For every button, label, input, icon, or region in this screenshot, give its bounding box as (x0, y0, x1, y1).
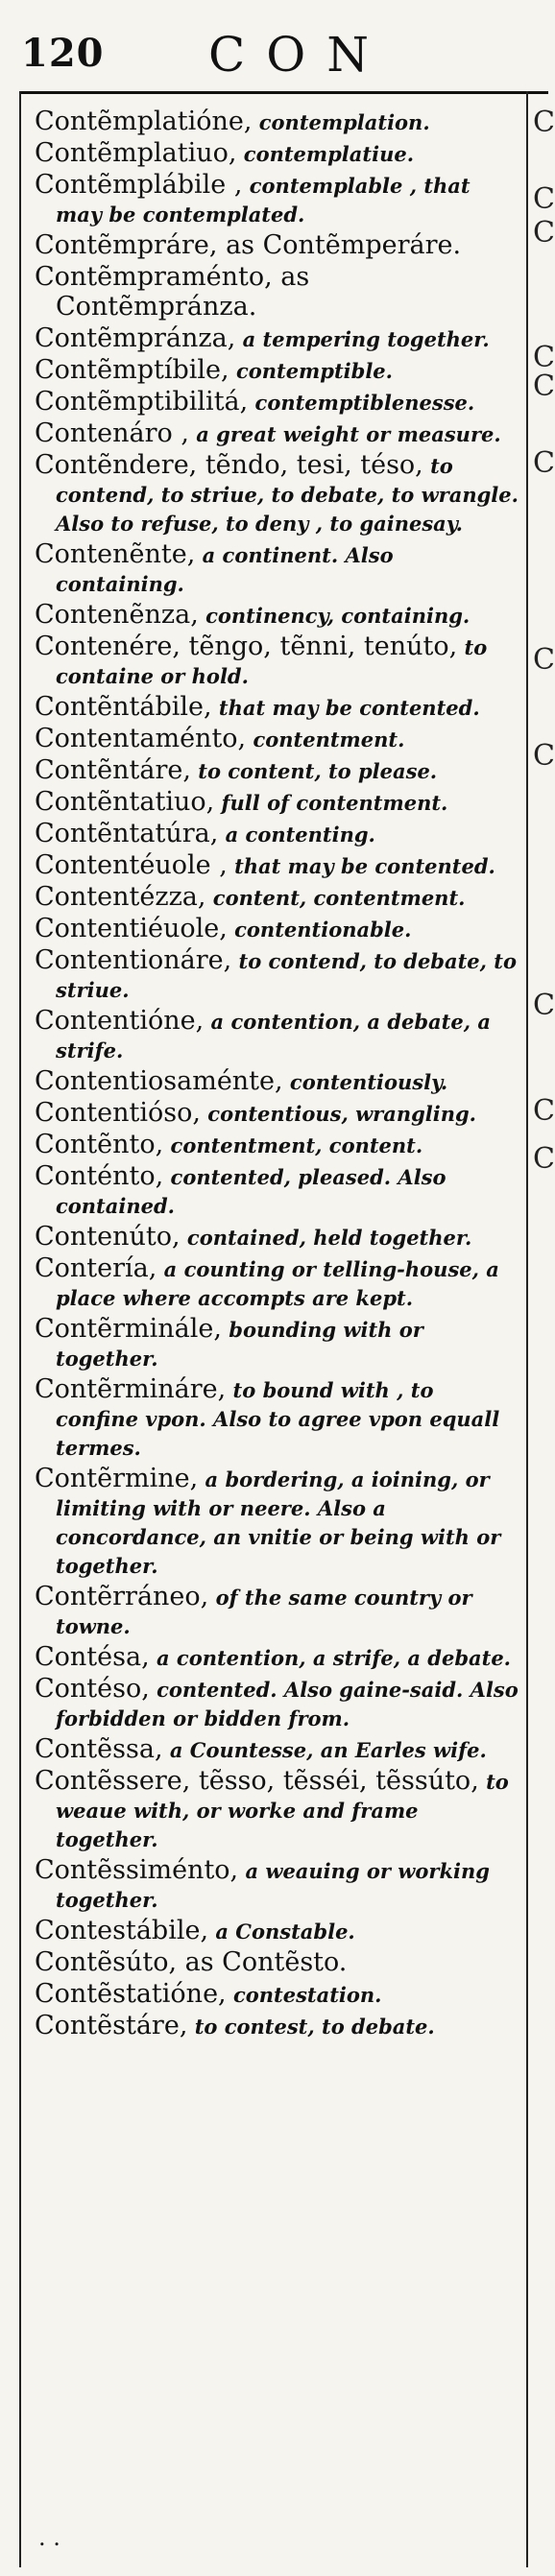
definition: of the same country or towne. (56, 1586, 472, 1638)
dictionary-entry (35, 139, 519, 169)
definition: to content, to please. (198, 759, 438, 783)
definition: contemplation. (258, 110, 430, 134)
dictionary-entry (35, 1735, 519, 1765)
page-number: 120 (21, 31, 105, 76)
definition: contemplatiue. (243, 142, 415, 166)
dictionary-entry (35, 915, 519, 944)
headword: Contéso, (35, 1674, 150, 1704)
headword: Contẽntatiuo, (35, 787, 215, 817)
left-column-rule (19, 91, 21, 2567)
headword: Contentionáre, (35, 945, 232, 975)
headword: Contentaménto, (35, 724, 247, 753)
definition: contentment, content. (170, 1133, 423, 1157)
headword: Contestábile, (35, 1916, 209, 1945)
dictionary-entry (35, 632, 519, 691)
definition: a bordering, a ioining, or limiting with or neere. Also a concordance, an vnitie or being with or together. (56, 1467, 501, 1578)
headword: Contẽmpránza, (35, 323, 236, 353)
headword: Contẽmplatióne, (35, 107, 253, 136)
header-rule (19, 91, 548, 94)
gutter-letter: C (533, 446, 555, 480)
headword: Contẽntáre, (35, 755, 191, 785)
definition: to contend, to striue, to debate, to wrangle. Also to refuse, to deny , to gainesay. (56, 454, 519, 536)
definition: that may be contented. (218, 696, 480, 720)
dictionary-entry (35, 1767, 519, 1854)
definition: to containe or hold. (56, 635, 488, 688)
definition: contestation. (232, 1983, 382, 2007)
definition: a continent. Also containing. (56, 543, 394, 596)
dictionary-entry (35, 756, 519, 786)
dictionary-entry (35, 1675, 519, 1733)
definition: contented. Also gaine-said. Also forbidden or bidden from. (56, 1678, 519, 1730)
dictionary-entry (35, 1223, 519, 1252)
headword: Contẽssiménto, (35, 1855, 239, 1885)
definition: contentiously. (289, 1070, 448, 1094)
headword: Contentióso, (35, 1098, 201, 1128)
headword: Contenẽnza, (35, 600, 199, 630)
headword: Contẽstatióne, (35, 1979, 227, 2009)
dictionary-entry (35, 1980, 519, 2010)
headword: Conténto, (35, 1161, 164, 1191)
headword: Contería, (35, 1253, 157, 1283)
headword: Contentióne, (35, 1006, 205, 1036)
definition: to weaue with, or worke and frame together. (56, 1770, 509, 1851)
definition: to contest, to debate. (194, 2015, 435, 2039)
dictionary-entry (35, 324, 519, 354)
headword: Contenúto, (35, 1222, 181, 1252)
headword: Contẽsúto, as Contẽsto. (35, 1947, 348, 1977)
definition: a contenting. (225, 823, 375, 847)
dictionary-entry (35, 946, 519, 1005)
headword: Contẽnto, (35, 1130, 164, 1159)
gutter-letter: C (533, 739, 555, 773)
gutter-letter: C (533, 1094, 555, 1128)
right-column-rule (526, 91, 528, 2567)
headword: Contẽntatúra, (35, 819, 219, 848)
dictionary-entry (35, 1465, 519, 1581)
headword: Contentézza, (35, 882, 206, 912)
dictionary-entry (35, 171, 519, 229)
headword: Contẽrmine, (35, 1464, 199, 1493)
dictionary-entry (35, 788, 519, 818)
headword: Contẽmplábile , (35, 170, 243, 200)
headword: Contẽmplatiuo, (35, 138, 237, 168)
dictionary-entry (35, 1917, 519, 1946)
definition: contemplable , that may be contemplated. (56, 174, 471, 227)
headword: Contenére, tẽngo, tẽnni, tenúto, (35, 632, 458, 661)
definition: contentment. (253, 727, 405, 751)
gutter-letter: C (533, 341, 555, 374)
dictionary-entry (35, 1131, 519, 1160)
dictionary-entry (35, 1007, 519, 1065)
definition: contented, pleased. Also contained. (56, 1165, 446, 1218)
headword: Contẽssa, (35, 1734, 163, 1764)
headword: Contẽmpráre, as Contẽmperáre. (35, 230, 462, 260)
definition: a tempering together. (242, 327, 490, 351)
definition: a contention, a strife, a debate. (156, 1646, 511, 1670)
dictionary-entry (35, 263, 519, 322)
headword: Contẽstáre, (35, 2011, 188, 2040)
dictionary-entry (35, 601, 519, 631)
dictionary-entry (35, 388, 519, 417)
dictionary-entry (35, 356, 519, 386)
gutter-letter: C (533, 643, 555, 677)
dictionary-entry (35, 540, 519, 599)
definition: content, contentment. (212, 886, 466, 910)
definition: contemptible. (235, 359, 393, 383)
headword: Contẽssere, tẽsso, tẽsséi, tẽssúto, (35, 1766, 479, 1796)
headword: Contẽrminále, (35, 1314, 222, 1344)
running-head: CON (208, 27, 390, 83)
gutter-letter: C (533, 182, 555, 216)
dictionary-entry (35, 419, 519, 449)
dictionary-entry (35, 1643, 519, 1673)
definition: contentious, wrangling. (207, 1102, 476, 1126)
headword: Contẽndere, tẽndo, tesi, téso, (35, 450, 423, 480)
definition: to bound with , to confine vpon. Also to agree vpon equall termes. (56, 1378, 500, 1460)
headword: Contenáro , (35, 418, 189, 448)
definition: that may be contented. (234, 854, 495, 878)
dictionary-entry (35, 2012, 519, 2041)
definition: a contention, a debate, a strife. (56, 1010, 491, 1062)
definition: a Constable. (215, 1920, 355, 1944)
dictionary-entry (35, 693, 519, 723)
headword: Contentiéuole, (35, 914, 228, 943)
dictionary-entry (35, 1583, 519, 1641)
dictionary-entry (35, 883, 519, 913)
definition: continency, containing. (205, 604, 471, 628)
next-column-fragment (531, 106, 555, 1449)
headword: Contẽntábile, (35, 692, 212, 722)
dictionary-entry (35, 725, 519, 754)
gutter-letter: C (533, 216, 555, 250)
definition: a weauing or working together. (56, 1859, 490, 1912)
definition: a great weight or measure. (196, 422, 501, 446)
definition: contemptiblenesse. (254, 391, 475, 415)
definition: contained, held together. (186, 1226, 472, 1250)
dictionary-entry (35, 851, 519, 881)
gutter-letter: C (533, 989, 555, 1022)
dictionary-entry (35, 1067, 519, 1097)
gutter-letter: C (533, 106, 555, 139)
definition: a counting or telling-house, a place where accompts are kept. (56, 1257, 499, 1310)
headword: Contésa, (35, 1642, 150, 1672)
definition: full of contentment. (221, 791, 448, 815)
headword: Contẽrráneo, (35, 1582, 209, 1611)
definition: a Countesse, an Earles wife. (169, 1738, 487, 1762)
headword: Contẽrmináre, (35, 1374, 227, 1404)
dictionary-entry (35, 820, 519, 849)
dictionary-entry (35, 231, 519, 261)
gutter-letter: C (533, 1142, 555, 1176)
headword: Contentéuole , (35, 850, 228, 880)
headword: Contẽmptíbile, (35, 355, 229, 385)
definition: contentionable. (234, 918, 412, 942)
gutter-letter: C (533, 370, 555, 403)
dictionary-entry (35, 1099, 519, 1129)
entry-column (35, 107, 519, 2043)
page-header (21, 17, 520, 83)
dictionary-entry (35, 451, 519, 538)
dictionary-entry (35, 1254, 519, 1313)
footer-marks: . . (38, 2524, 60, 2551)
dictionary-entry (35, 1375, 519, 1463)
headword: Contẽmptibilitá, (35, 387, 249, 417)
headword: Contẽmpraménto, as Contẽmpránza. (35, 262, 310, 322)
dictionary-entry (35, 1315, 519, 1373)
dictionary-entry (35, 1162, 519, 1221)
definition: bounding with or together. (56, 1318, 423, 1371)
headword: Contentiosaménte, (35, 1066, 283, 1096)
dictionary-entry (35, 1856, 519, 1915)
dictionary-entry (35, 1948, 519, 1978)
definition: to contend, to debate, to striue. (56, 949, 517, 1002)
dictionary-entry (35, 107, 519, 137)
headword: Contenẽnte, (35, 539, 196, 569)
